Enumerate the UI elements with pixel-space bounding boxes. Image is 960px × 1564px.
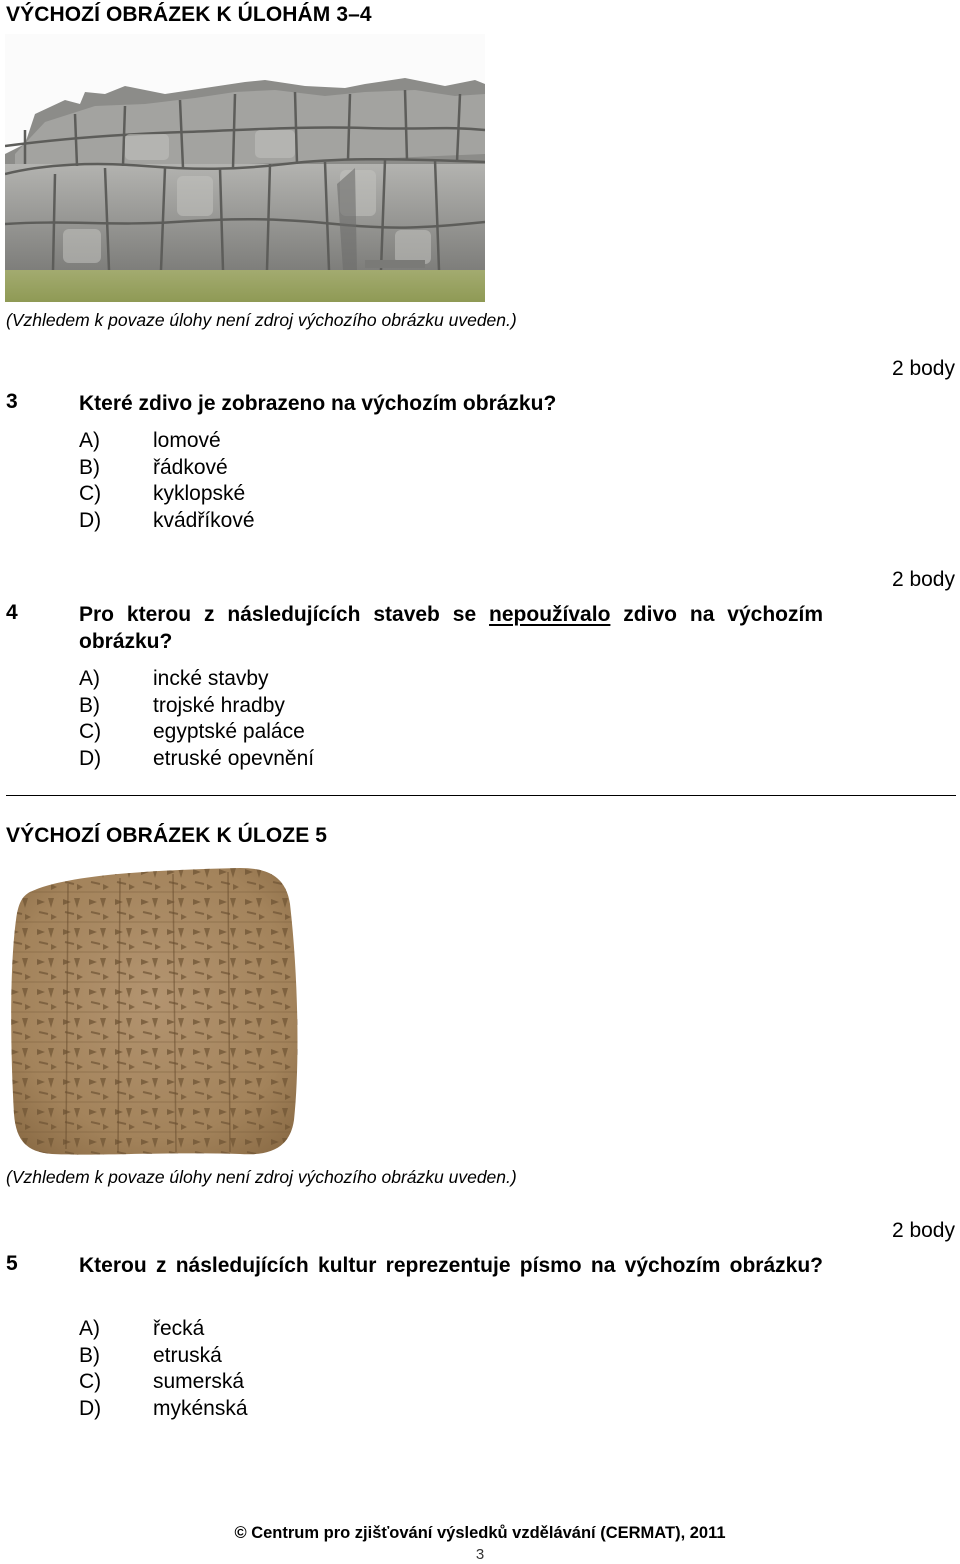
- q4-text-underlined: nepoužívalo: [489, 603, 611, 626]
- image-caption-1: (Vzhledem k povaze úlohy není zdroj výchozího obrázku uveden.): [6, 310, 517, 330]
- option-text: etruská: [153, 1343, 222, 1367]
- option-letter: B): [79, 1343, 100, 1367]
- option-letter: C): [79, 1370, 102, 1393]
- option-text: lomové: [153, 429, 221, 452]
- q3-option-b[interactable]: [0, 455, 600, 481]
- stone-wall-image: [5, 34, 485, 302]
- q5-number: 5: [6, 1252, 18, 1275]
- q3-points: 2 body: [891, 357, 955, 380]
- q3-option-d[interactable]: [0, 508, 600, 534]
- option-letter: B): [79, 693, 100, 717]
- option-text: kvádříkové: [153, 508, 255, 532]
- option-letter: B): [79, 455, 100, 479]
- q4-text-after: zdivo na výchozím obrázku?: [79, 603, 823, 653]
- q5-option-a[interactable]: [0, 1316, 600, 1342]
- q4-number: 4: [6, 601, 18, 624]
- q4-option-c[interactable]: [0, 719, 600, 745]
- q3-number: 3: [6, 390, 18, 413]
- option-letter: A): [79, 1317, 100, 1340]
- q3-question: Které zdivo je zobrazeno na výchozím obrázku?: [79, 392, 557, 415]
- q5-option-b[interactable]: [0, 1343, 600, 1369]
- q5-option-d[interactable]: [0, 1396, 600, 1422]
- option-text: incké stavby: [153, 667, 269, 690]
- q4-points: 2 body: [891, 568, 955, 591]
- section-divider: [6, 795, 956, 796]
- option-text: etruské opevnění: [153, 746, 315, 770]
- option-text: kyklopské: [153, 482, 246, 505]
- q5-points: 2 body: [891, 1219, 955, 1242]
- option-letter: A): [79, 667, 100, 690]
- option-letter: C): [79, 482, 102, 505]
- option-text: egyptské paláce: [153, 720, 305, 743]
- q5-option-c[interactable]: [0, 1369, 600, 1395]
- option-letter: C): [79, 720, 102, 743]
- q4-option-a[interactable]: [0, 666, 600, 692]
- q3-option-c[interactable]: [0, 481, 600, 507]
- cuneiform-tablet-image: [8, 864, 298, 1160]
- q4-option-d[interactable]: [0, 746, 600, 772]
- page-number: 3: [475, 1546, 485, 1563]
- option-letter: D): [79, 1396, 102, 1420]
- footer-copyright: © Centrum pro zjišťování výsledků vzdělávání (CERMAT), 2011: [234, 1524, 726, 1542]
- option-letter: D): [79, 746, 102, 770]
- q5-question: Kterou z následujících kultur reprezentuje písmo na výchozím obrázku?: [79, 1254, 823, 1277]
- option-text: řádkové: [153, 455, 228, 479]
- q4-option-b[interactable]: [0, 693, 600, 719]
- option-text: sumerská: [153, 1370, 245, 1393]
- option-letter: A): [79, 429, 100, 452]
- section-heading-tasks-3-4: VÝCHOZÍ OBRÁZEK K ÚLOHÁM 3–4: [6, 3, 372, 26]
- option-text: trojské hradby: [153, 693, 285, 717]
- section-heading-task-5: VÝCHOZÍ OBRÁZEK K ÚLOZE 5: [6, 824, 328, 847]
- q4-text-before: Pro kterou z následujících staveb se: [79, 603, 490, 626]
- option-letter: D): [79, 508, 102, 532]
- q4-question: [79, 601, 823, 655]
- q3-option-a[interactable]: [0, 428, 600, 454]
- option-text: mykénská: [153, 1396, 248, 1420]
- option-text: řecká: [153, 1317, 205, 1340]
- image-caption-2: (Vzhledem k povaze úlohy není zdroj výchozího obrázku uveden.): [6, 1167, 517, 1187]
